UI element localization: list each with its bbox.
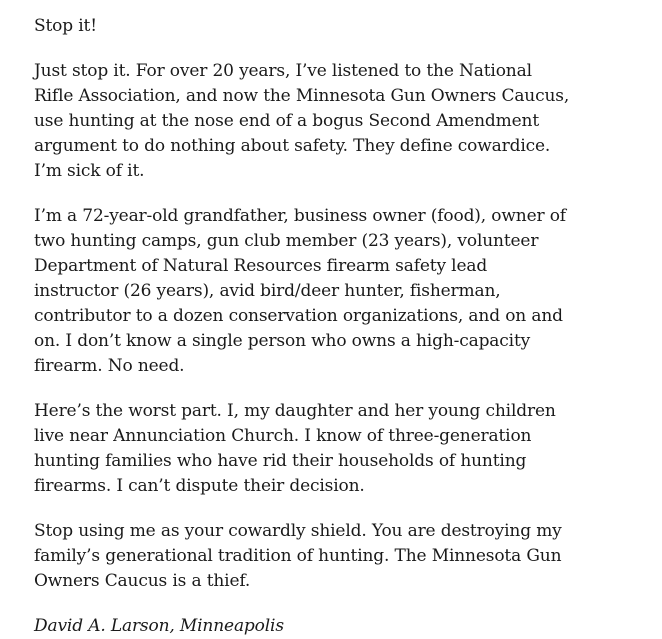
letter-paragraph-4: Stop using me as your cowardly shield. You are destroying my family’s generational tradition of hunting. The Minnesota Gun Owners Caucus is a thief. (34, 521, 562, 591)
letter-paragraph-2: I’m a 72-year-old grandfather, business owner (food), owner of two hunting camps, gun club member (23 years), volunteer Department of Natural Resources firearm safety lead instructor (26 years), avid bird/deer hunter, fisherman, contributor to a dozen conservation organizations, and on and on. I don’t know a single person who owns a high-capacity firearm. No need. (34, 206, 566, 376)
letter-paragraph-3: Here’s the worst part. I, my daughter and her young children live near Annunciation Church. I know of three-generation hunting families who have rid their households of hunting firearms. I can’t dispute their decision. (34, 401, 556, 496)
letter-signature: David A. Larson, Minneapolis (34, 616, 284, 636)
letter-to-editor (34, 14, 574, 639)
letter-title: Stop it! (34, 16, 97, 36)
letter-paragraph-1: Just stop it. For over 20 years, I’ve listened to the National Rifle Association, and now the Minnesota Gun Owners Caucus, use hunting at the nose end of a bogus Second Amendment argument to do nothing about safety. They define cowardice. I’m sick of it. (34, 61, 570, 181)
